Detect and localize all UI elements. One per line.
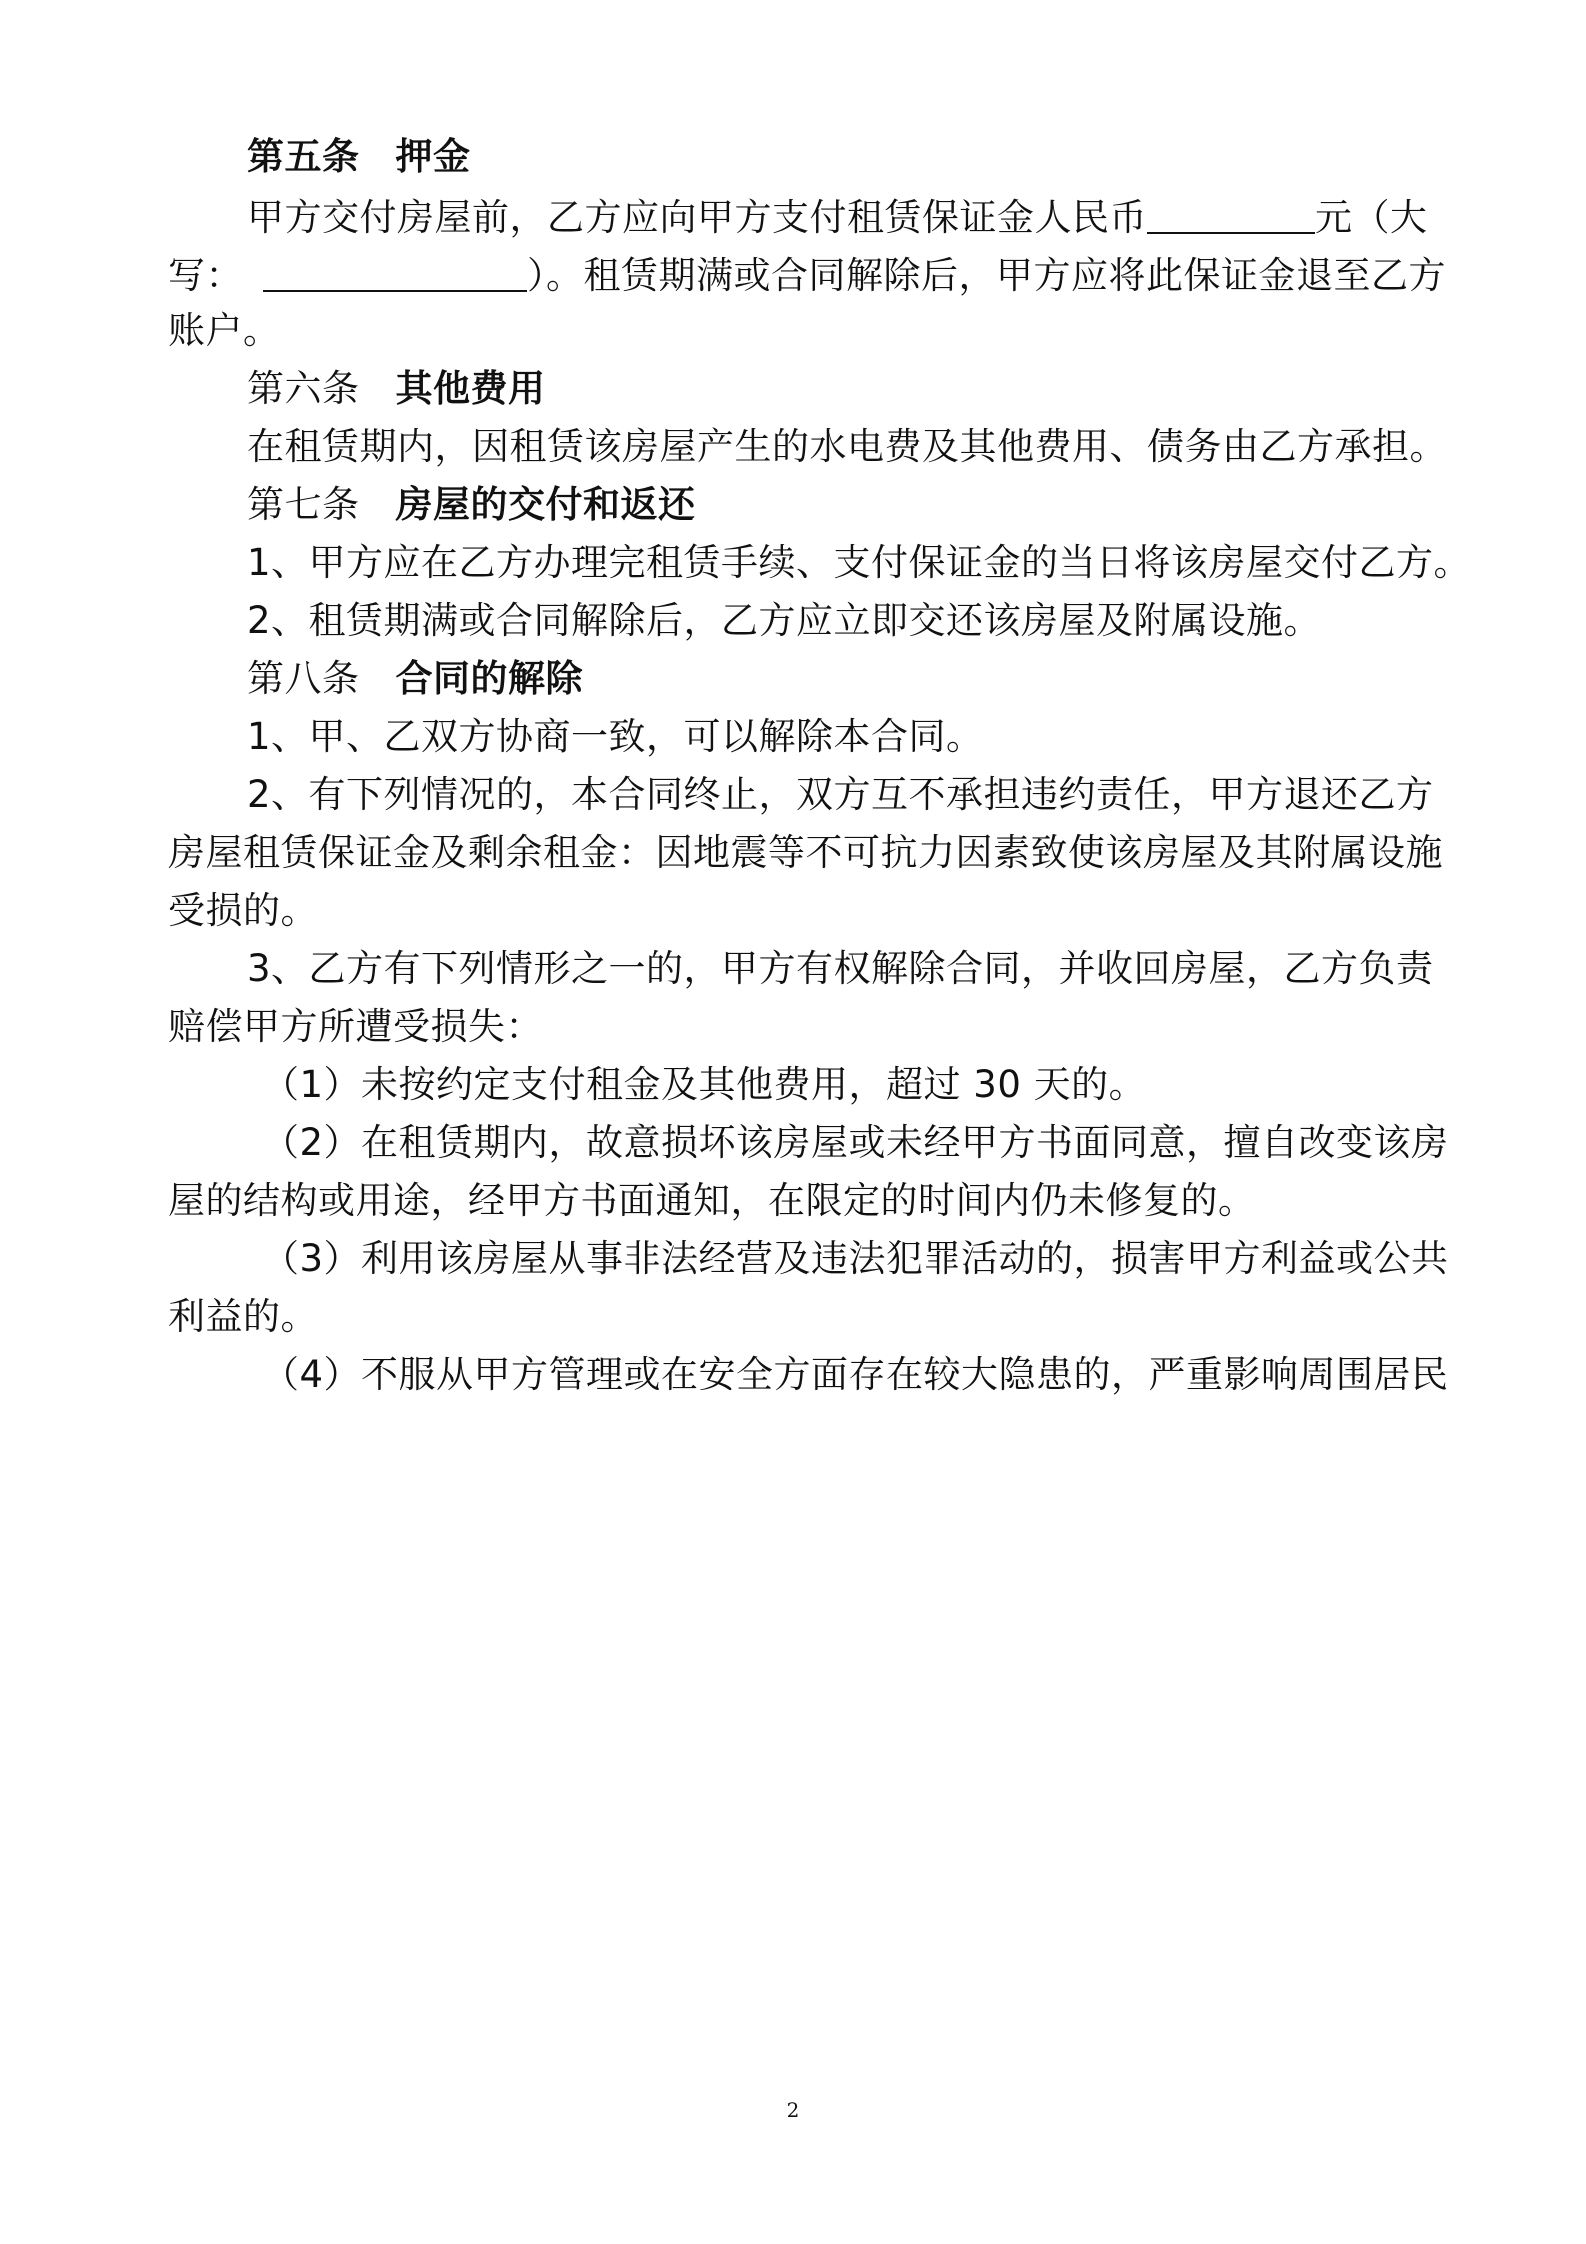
article5-title: 押金 bbox=[395, 135, 471, 178]
article8-item3-line1: 3、乙方有下列情形之一的，甲方有权解除合同，并收回房屋，乙方负责 bbox=[247, 947, 1434, 990]
article5-heading bbox=[247, 132, 1507, 182]
article5-paragraph-line2 bbox=[168, 248, 1446, 301]
deposit-amount-blank bbox=[1147, 194, 1315, 234]
article7-label: 第七条 bbox=[247, 483, 360, 526]
article6-label: 第六条 bbox=[247, 367, 360, 410]
article5-paragraph-line1 bbox=[247, 190, 1507, 243]
page-number: 2 bbox=[786, 2098, 800, 2122]
article8-sub3-line2: 利益的。 bbox=[168, 1295, 318, 1338]
article8-item3-line2: 赔偿甲方所遭受损失： bbox=[168, 1005, 543, 1048]
article7-item1: 1、甲方应在乙方办理完租赁手续、支付保证金的当日将该房屋交付乙方。 bbox=[247, 541, 1472, 584]
article8-item2-line1: 2、有下列情况的，本合同终止，双方互不承担违约责任，甲方退还乙方 bbox=[247, 773, 1434, 816]
article8-item2-line2: 房屋租赁保证金及剩余租金：因地震等不可抗力因素致使该房屋及其附属设施 bbox=[168, 831, 1443, 874]
article5-text: 写： bbox=[168, 254, 243, 297]
article8-title: 合同的解除 bbox=[395, 657, 583, 700]
article5-text: 元（大 bbox=[1315, 196, 1428, 239]
article8-item2-line3: 受损的。 bbox=[168, 889, 318, 932]
article7-heading bbox=[247, 480, 1507, 530]
article8-label: 第八条 bbox=[247, 657, 360, 700]
article8-heading bbox=[247, 654, 1507, 704]
article8-sub2-line1: （2）在租赁期内，故意损坏该房屋或未经甲方书面同意，擅自改变该房 bbox=[262, 1121, 1449, 1164]
article5-label: 第五条 bbox=[247, 135, 360, 178]
article7-title: 房屋的交付和返还 bbox=[395, 483, 696, 526]
article8-sub4-line1: （4）不服从甲方管理或在安全方面存在较大隐患的，严重影响周围居民 bbox=[262, 1353, 1449, 1396]
article8-sub2-line2: 屋的结构或用途，经甲方书面通知，在限定的时间内仍未修复的。 bbox=[168, 1179, 1256, 1222]
article5-text: 甲方交付房屋前，乙方应向甲方支付租赁保证金人民币 bbox=[247, 196, 1147, 239]
article8-sub1: （1）未按约定支付租金及其他费用，超过 30 天的。 bbox=[262, 1063, 1147, 1106]
article6-paragraph: 在租赁期内，因租赁该房屋产生的水电费及其他费用、债务由乙方承担。 bbox=[247, 425, 1447, 468]
article8-item1: 1、甲、乙双方协商一致，可以解除本合同。 bbox=[247, 715, 984, 758]
article5-text: ）。租赁期满或合同解除后，甲方应将此保证金退至乙方 bbox=[527, 254, 1446, 297]
article5-paragraph-line3: 账户。 bbox=[168, 309, 281, 352]
article6-title: 其他费用 bbox=[395, 367, 546, 410]
article6-heading bbox=[247, 364, 1507, 414]
article8-sub3-line1: （3）利用该房屋从事非法经营及违法犯罪活动的，损害甲方利益或公共 bbox=[262, 1237, 1449, 1280]
article7-item2: 2、租赁期满或合同解除后，乙方应立即交还该房屋及附属设施。 bbox=[247, 599, 1322, 642]
deposit-capital-blank bbox=[263, 252, 527, 292]
